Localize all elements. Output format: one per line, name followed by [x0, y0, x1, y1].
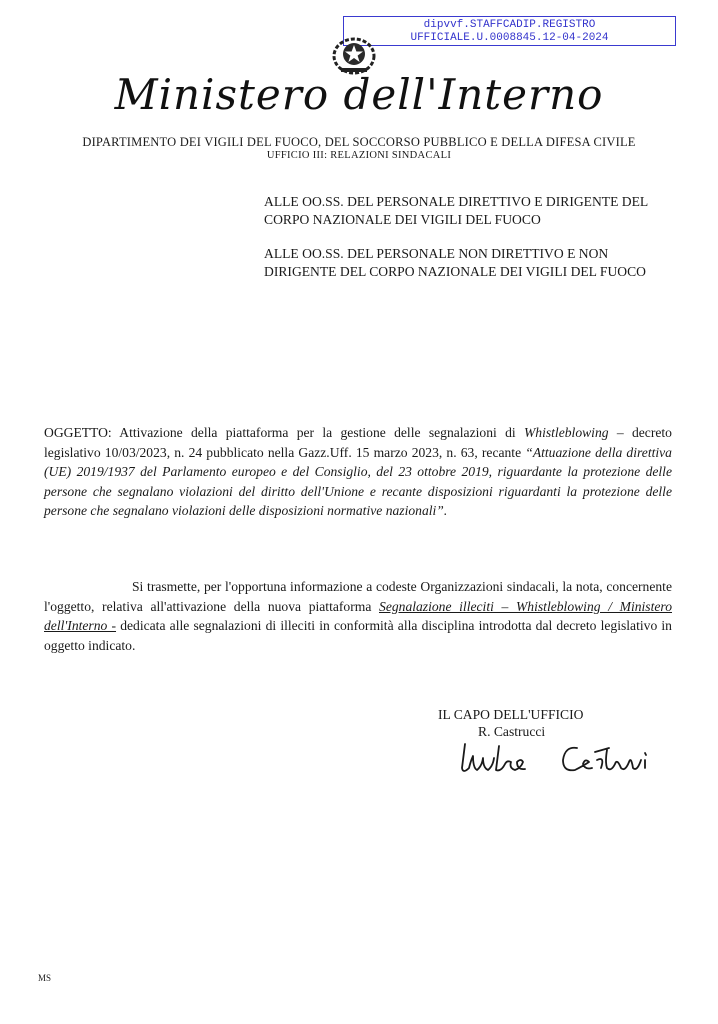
- subject-italic-1: Whistleblowing: [523, 425, 609, 440]
- recipient-1: ALLE OO.SS. DEL PERSONALE DIRETTIVO E DIRIGENTE DEL CORPO NAZIONALE DEI VIGILI DEL FUOCO: [264, 194, 648, 227]
- protocol-registry: dipvvf.STAFFCADIP.REGISTRO: [423, 19, 596, 31]
- body-text-1: Si trasmette, per l'opportuna informazione a codeste Organizzazioni sindacali, la nota, concernente l'oggetto, relativa all'attivazione della nuova piattaforma: [44, 579, 672, 614]
- body-text-2: dedicata alle segnalazioni di illeciti in conformità alla disciplina introdotta dal decreto legislativo in oggetto indicato.: [44, 618, 672, 653]
- department-name: DIPARTIMENTO DEI VIGILI DEL FUOCO, DEL SOCCORSO PUBBLICO E DELLA DIFESA CIVILE: [82, 135, 636, 149]
- signer-name: R. Castrucci: [478, 724, 546, 739]
- handwritten-signature: [455, 738, 670, 788]
- protocol-number: UFFICIALE.U.0008845.12-04-2024: [410, 32, 609, 44]
- drafter-initials: MS: [38, 973, 52, 983]
- office-name: UFFICIO III: RELAZIONI SINDACALI: [266, 150, 452, 161]
- subject-text-2: – decreto legislativo 10/03/2023, n. 24 pubblicato nella Gazz.Uff. 15 marzo 2023, n. 63, recante: [44, 425, 672, 460]
- subject-italic-2: “Attuazione della direttiva (UE) 2019/1937 del Parlamento europeo e del Consiglio, del 23 ottobre 2019, riguardante la protezione delle persone che segnalano violazioni del diritto dell'Unione e recante disposizioni riguardanti la protezione delle persone che segnalano violazioni delle disposizioni normative nazionali”.: [44, 444, 672, 519]
- platform-link[interactable]: Segnalazione illeciti – Whistleblowing / Ministero dell'Interno -: [44, 598, 672, 634]
- subject-label: OGGETTO:: [44, 425, 112, 440]
- italian-republic-emblem-icon: [327, 28, 381, 76]
- body-paragraph: [44, 577, 672, 655]
- subject-text-1: Attivazione della piattaforma per la gestione delle segnalazioni di: [119, 425, 516, 440]
- signer-title: IL CAPO DELL'UFFICIO: [438, 707, 584, 722]
- ministry-name: Ministero dell'Interno: [114, 70, 604, 119]
- recipient-2: ALLE OO.SS. DEL PERSONALE NON DIRETTIVO E NON DIRIGENTE DEL CORPO NAZIONALE DEI VIGILI DEL FUOCO: [264, 246, 646, 279]
- signature-block: [438, 706, 583, 740]
- subject-paragraph: [44, 423, 672, 521]
- protocol-stamp: [343, 16, 676, 46]
